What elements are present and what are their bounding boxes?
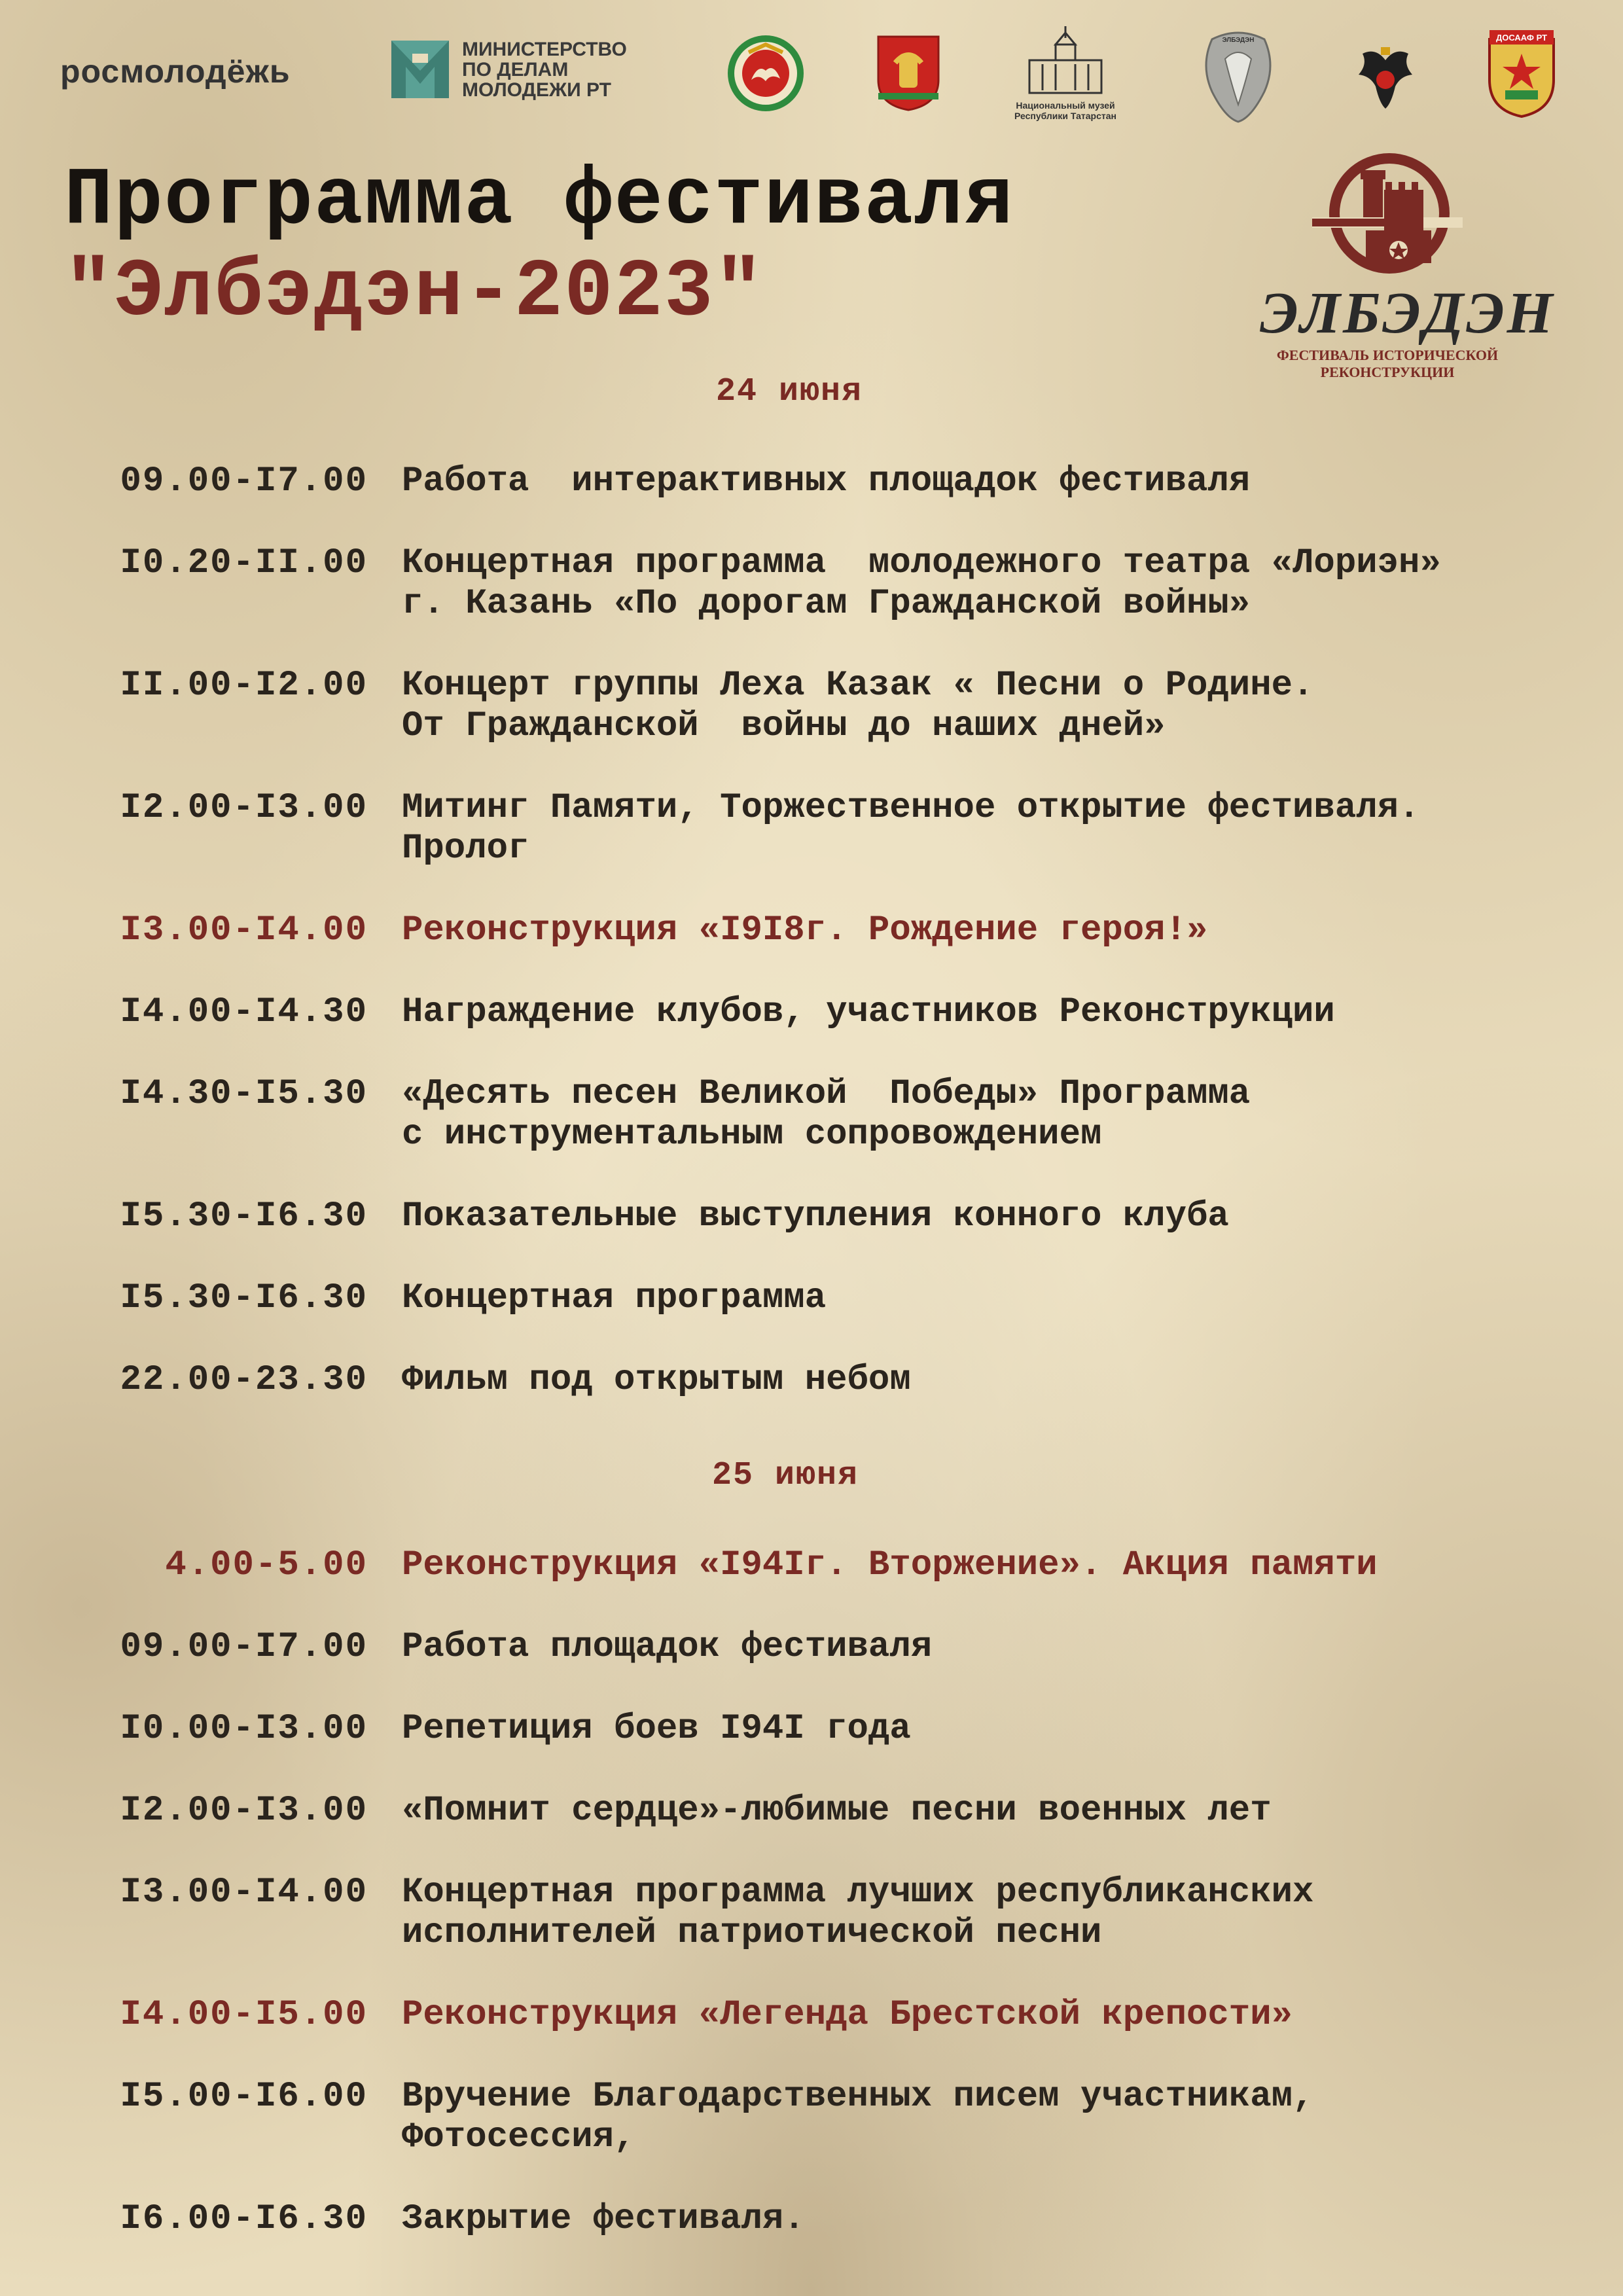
event-description: Работа интерактивных площадок фестиваля	[402, 461, 1251, 501]
ministry-mark-icon	[389, 38, 452, 101]
festival-logo-name: ЭЛБЭДЭН	[1260, 281, 1556, 346]
day-heading-24: 24 июня	[716, 373, 863, 410]
event-description: Концертная программа молодежного театра «Лориэн» г. Казань «По дорогам Гражданской войны»	[402, 543, 1441, 624]
museum-building-icon	[1023, 25, 1108, 97]
event-description: Митинг Памяти, Торжественное открытие фестиваля. Пролог	[402, 788, 1420, 869]
dosaaf-emblem-icon	[1486, 27, 1558, 119]
event-description: Реконструкция «I9I8г. Рождение героя!»	[402, 910, 1208, 950]
club-emblem-icon	[1199, 26, 1277, 124]
event-time: 22.00-23.30	[120, 1360, 368, 1400]
event-time: 4.00-5.00	[165, 1545, 368, 1585]
district-crest-icon	[876, 34, 941, 111]
event-time: I0.20-II.00	[120, 543, 368, 583]
event-time: I5.00-I6.00	[120, 2077, 368, 2117]
event-time: I6.00-I6.30	[120, 2199, 368, 2239]
svg-text:ДОСААФ РТ: ДОСААФ РТ	[1495, 33, 1548, 43]
event-description: Закрытие фестиваля.	[402, 2199, 805, 2239]
event-description: Вручение Благодарственных писем участникам, Фотосессия,	[402, 2077, 1314, 2157]
event-description: Репетиция боев I94I года	[402, 1709, 911, 1749]
svg-text:ЭЛБЭДЭН: ЭЛБЭДЭН	[1222, 37, 1255, 44]
event-time: I2.00-I3.00	[120, 1791, 368, 1831]
event-time: I5.30-I6.30	[120, 1196, 368, 1236]
festival-logo	[1260, 151, 1556, 381]
event-time: II.00-I2.00	[120, 666, 368, 706]
event-time: I3.00-I4.00	[120, 1873, 368, 1912]
event-description: Концертная программа лучших республиканских исполнителей патриотической песни	[402, 1873, 1314, 1953]
event-description: Показательные выступления конного клуба	[402, 1196, 1229, 1236]
event-time: I4.00-I5.00	[120, 1995, 368, 2035]
event-time: I2.00-I3.00	[120, 788, 368, 828]
event-time: I4.30-I5.30	[120, 1074, 368, 1114]
event-time: I0.00-I3.00	[120, 1709, 368, 1749]
event-time: I3.00-I4.00	[120, 910, 368, 950]
rosmolodezh-logo: росмолодёжь	[60, 53, 291, 90]
event-description: Реконструкция «I94Iг. Вторжение». Акция памяти	[402, 1545, 1378, 1585]
event-time: I4.00-I4.30	[120, 992, 368, 1032]
event-description: Награждение клубов, участников Реконструкции	[402, 992, 1335, 1032]
museum-logo: Национальный музей Республики Татарстан	[1003, 25, 1128, 121]
double-headed-eagle-icon	[1349, 41, 1421, 113]
fortress-emblem-icon	[1312, 151, 1463, 281]
event-description: Концерт группы Леха Казак « Песни о Родине. От Гражданской войны до наших дней»	[402, 666, 1314, 746]
ministry-logo	[389, 38, 671, 101]
festival-logo-subtitle: ФЕСТИВАЛЬ ИСТОРИЧЕСКОЙ РЕКОНСТРУКЦИИ	[1276, 347, 1499, 380]
event-description: «Помнит сердце»-любимые песни военных лет	[402, 1791, 1272, 1831]
event-time: 09.00-I7.00	[120, 1627, 368, 1667]
tatarstan-emblem-icon	[725, 33, 806, 114]
event-description: «Десять песен Великой Победы» Программа с инструментальным сопровождением	[402, 1074, 1251, 1155]
event-description: Реконструкция «Легенда Брестской крепости»	[402, 1995, 1293, 2035]
event-description: Концертная программа	[402, 1278, 827, 1318]
event-time: 09.00-I7.00	[120, 461, 368, 501]
page-title: Программа фестиваля	[64, 156, 1014, 247]
day-heading-25: 25 июня	[712, 1457, 859, 1494]
event-description: Работа площадок фестиваля	[402, 1627, 933, 1667]
event-description: Фильм под открытым небом	[402, 1360, 911, 1400]
festival-name-title: "Элбэдэн-2023"	[64, 247, 764, 339]
ministry-label: МИНИСТЕРСТВО ПО ДЕЛАМ МОЛОДЕЖИ РТ	[462, 38, 627, 101]
event-time: I5.30-I6.30	[120, 1278, 368, 1318]
